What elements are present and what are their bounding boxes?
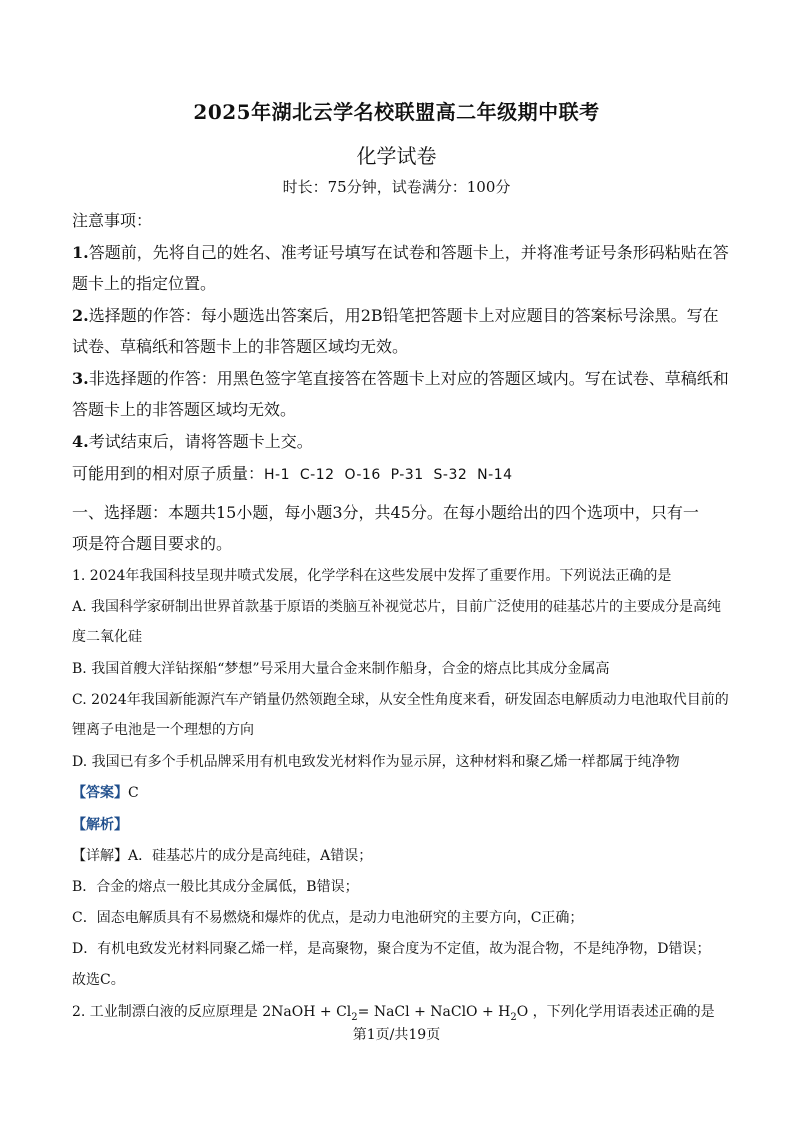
- notice-item-4: [72, 429, 721, 452]
- notice-item-3-cont: 答题卡上的非答题区域均无效。: [72, 400, 297, 419]
- answer-value: C: [128, 785, 139, 801]
- question-1-stem: 1. 2024年我国科技呈现井喷式发展，化学学科在这些发展中发挥了重要作用。下列说法正确的是: [72, 568, 672, 584]
- question-1-option-a-cont: 度二氧化硅: [72, 629, 142, 645]
- section-heading-cont: 项是符合题目要求的。: [72, 534, 233, 553]
- notice-item-text: 选择题的作答：每小题选出答案后，用2B铅笔把答题卡上对应题目的答案标号涂黑。写在: [88, 306, 719, 325]
- question-1-option-c-cont: 锂离子电池是一个理想的方向: [72, 722, 254, 738]
- notice-item-number: 3.: [72, 369, 89, 388]
- notice-heading: 注意事项：: [72, 211, 153, 230]
- exam-title: 2025年湖北云学名校联盟高二年级期中联考: [193, 100, 600, 124]
- detail-text: A．硅基芯片的成分是高纯硅，A错误；: [128, 848, 373, 864]
- question-1-option-a: A. 我国科学家研制出世界首款基于原语的类脑互补视觉芯片，目前广泛使用的硅基芯片的主要成分是高纯: [72, 599, 722, 615]
- question-1-option-b: B. 我国首艘大洋钻探船“梦想”号采用大量合金来制作船身，合金的熔点比其成分金属高: [72, 661, 610, 677]
- question-1-option-c: C. 2024年我国新能源汽车产销量仍然领跑全球，从安全性角度来看，研发固态电解质动力电池取代目前的: [72, 692, 729, 708]
- question-2-prefix: 2. 工业制漂白液的反应原理是 2NaOH + Cl: [72, 1004, 352, 1020]
- conclusion-line: 故选C。: [72, 972, 125, 988]
- question-2-stem: [72, 1001, 721, 1023]
- section-heading: 一、选择题：本题共15小题，每小题3分，共45分。在每小题给出的四个选项中，只有一: [72, 503, 699, 522]
- atomic-mass-label: 可能用到的相对原子质量：: [72, 464, 265, 483]
- exam-subject: 化学试卷: [356, 144, 437, 168]
- atomic-mass-values: H-1 C-12 O-16 P-31 S-32 N-14: [264, 467, 513, 483]
- subscript: 2: [510, 1011, 517, 1023]
- analysis-line: [72, 814, 721, 834]
- question-1-option-d: D. 我国已有多个手机品牌采用有机电致发光材料作为显示屏，这种材料和聚乙烯一样都属于纯净物: [72, 754, 680, 770]
- detail-line-b: B．合金的熔点一般比其成分金属低，B错误；: [72, 879, 359, 895]
- notice-item-text: 答题前，先将自己的姓名、准考证号填写在试卷和答题卡上，并将准考证号条形码粘贴在答: [88, 243, 729, 262]
- question-2-suffix: O ，下列化学用语表述正确的是: [516, 1004, 715, 1020]
- detail-line-a: [72, 845, 721, 865]
- detail-line-c: C．固态电解质具有不易燃烧和爆炸的优点，是动力电池研究的主要方向，C正确；: [72, 910, 584, 926]
- atomic-mass-line: [72, 461, 721, 484]
- page-footer: 第1页/共19页: [352, 1027, 441, 1043]
- notice-item-number: 4.: [72, 432, 89, 451]
- analysis-tag: 【解析】: [72, 817, 128, 833]
- notice-item-1-cont: 题卡上的指定位置。: [72, 274, 217, 293]
- notice-item-3: [72, 366, 729, 389]
- answer-line: [72, 782, 721, 802]
- notice-item-2: [72, 303, 721, 326]
- exam-meta: 时长：75分钟，试卷满分：100分: [282, 178, 511, 196]
- notice-item-1: [72, 240, 729, 263]
- subscript: 2: [351, 1011, 358, 1023]
- detail-tag: 【详解】: [72, 848, 128, 864]
- question-2-middle: = NaCl + NaClO + H: [357, 1004, 511, 1020]
- answer-tag: 【答案】: [72, 785, 128, 801]
- notice-item-number: 1.: [72, 243, 89, 262]
- notice-item-text: 非选择题的作答：用黑色签字笔直接答在答题卡上对应的答题区域内。写在试卷、草稿纸和: [88, 369, 729, 388]
- notice-item-number: 2.: [72, 306, 89, 325]
- notice-item-text: 考试结束后，请将答题卡上交。: [88, 432, 313, 451]
- detail-line-d: D．有机电致发光材料同聚乙烯一样，是高聚物，聚合度为不定值，故为混合物，不是纯净物，D错误；: [72, 941, 711, 957]
- notice-item-2-cont: 试卷、草稿纸和答题卡上的非答题区域均无效。: [72, 337, 409, 356]
